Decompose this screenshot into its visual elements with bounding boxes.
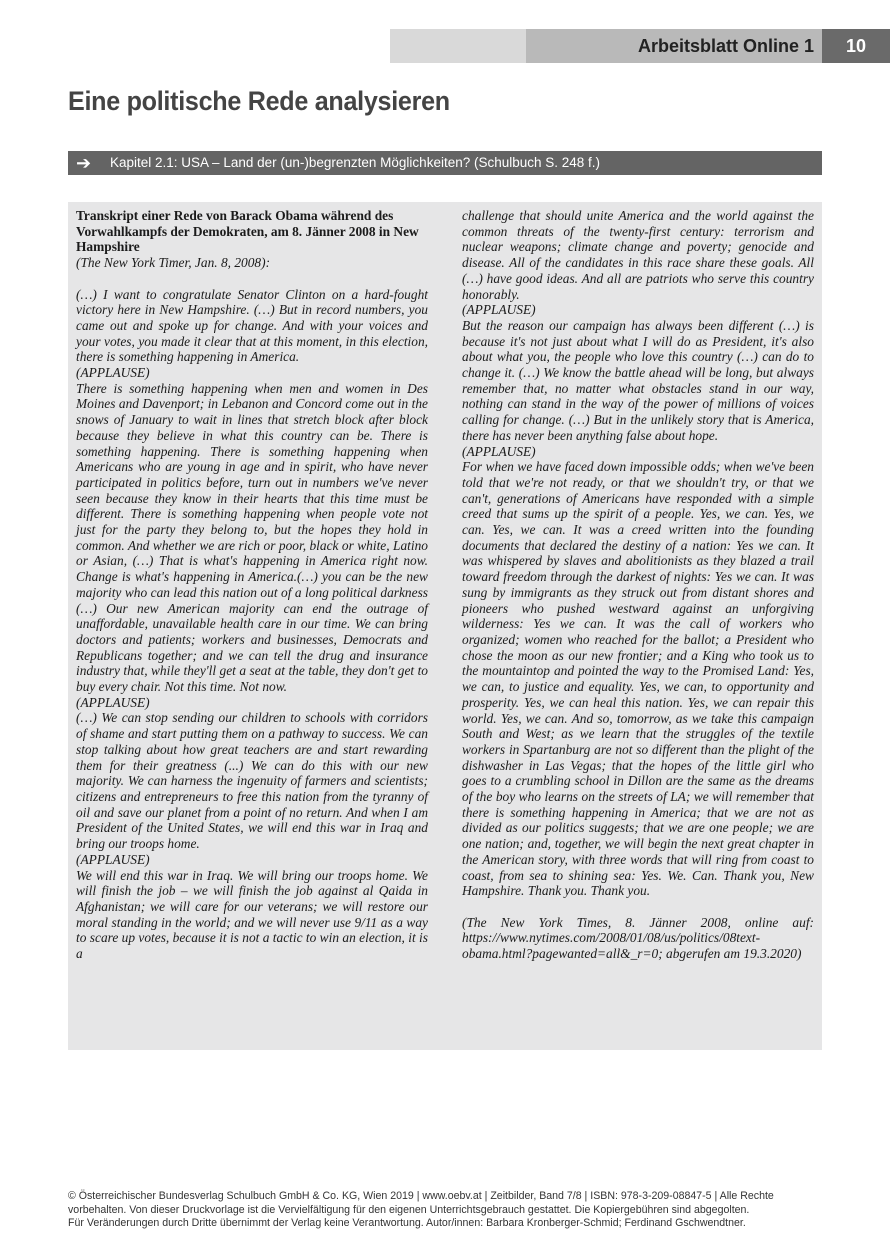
applause-marker: (APPLAUSE) xyxy=(462,443,536,459)
chapter-bar xyxy=(68,151,822,175)
paragraph: (…) We can stop sending our children to schools with corridors of shame and start putting them on a pathway to success. We can stop talking about how great teachers are and start rewarding them for their greatness (...) We can do this with our new majority. We can harness the ingenuity of farmers and scientists; citizens and entrepreneurs to free this nation from the tyranny of oil and save our planet from a point of no return. And when I am President of the United States, we will end this war in Iraq and bring our troops home. xyxy=(76,710,428,852)
header-strip-light xyxy=(390,29,526,63)
transcript-intro-heading: Transkript einer Rede von Barack Obama während des Vorwahlkampfs der Demokraten, am 8. Jänner 2008 in New Hampshire xyxy=(76,208,419,255)
transcript-column-left xyxy=(76,208,428,962)
paragraph: For when we have faced down impossible odds; when we've been told that we're not ready, or that we shouldn't try, or that we can't, generations of Americans have responded with a simple creed that sums up the spirit of a people. Yes, we can. Yes, we can. Yes, we can. It was a creed written into the founding documents that declared the destiny of a nation: Yes we can. It was whispered by slaves and abolitionists as they blazed a trail toward freedom through the darkest of nights: Yes we can. It was sung by immigrants as they struck out from distant shores and pioneers who pushed westward against an unforgiving wilderness: Yes we can. It was the call of workers who organized; women who reached for the ballot; a President who chose the moon as our new frontier; and a King who took us to the mountaintop and pointed the way to the Promised Land: Yes, we can, to justice and equality. Yes, we can, to opportunity and prosperity. Yes, we can heal this nation. Yes, we can repair this world. Yes, we can. And so, tomorrow, as we take this campaign South and West; as we learn that the struggles of the textile workers in Spartanburg are not so different than the plight of the dishwasher in Las Vegas; that the hopes of the little girl who goes to a crumbling school in Dillon are the same as the dreams of the boy who learns on the streets of LA; we will remember that there is something happening in America; that we are not as divided as our politics suggests; that we are one people; we are one nation; and, together, we will begin the next great chapter in the American story, with three words that will ring from coast to coast, from sea to shining sea: Yes. We. Can. Thank you, New Hampshire. Thank you. Thank you. xyxy=(462,459,814,899)
page-number: 10 xyxy=(822,29,890,63)
paragraph: challenge that should unite America and the world against the common threats of the twenty-first century: terrorism and nuclear weapons; climate change and poverty; genocide and disease. All of the candidates in this race share these goals. All (…) have good ideas. And all are patriots who serve this country honorably. xyxy=(462,208,814,302)
footer-line: © Österreichischer Bundesverlag Schulbuch GmbH & Co. KG, Wien 2019 | www.oebv.at | Zeitbilder, Band 7/8 | ISBN: 978-3-209-08847-5 | Alle Rechte xyxy=(68,1190,774,1202)
transcript-column-right xyxy=(462,208,814,962)
source-note: (The New York Times, 8. Jänner 2008, online auf: https://www.nytimes.com/2008/01/08/us/politics/08text-obama.html?pagewanted=all&_r=0; abgerufen am 19.3.2020) xyxy=(462,914,814,962)
footer-line: Für Veränderungen durch Dritte übernimmt der Verlag keine Verantwortung. Autor/innen: Barbara Kronberger-Schmid; Ferdinand Gschwendtner. xyxy=(68,1217,746,1229)
applause-marker: (APPLAUSE) xyxy=(76,851,150,867)
speech-transcript-box xyxy=(68,202,822,1050)
paragraph: (…) I want to congratulate Senator Clinton on a hard-fought victory here in New Hampshire. (…) But in record numbers, you came out and spoke up for change. And with your voices and your votes, you made it clear that at this moment, in this election, there is something happening in America. xyxy=(76,286,428,365)
applause-marker: (APPLAUSE) xyxy=(76,365,150,381)
applause-marker: (APPLAUSE) xyxy=(76,694,150,710)
footer-line: vorbehalten. Von dieser Druckvorlage ist die Vervielfältigung für den eigenen Unterrichtsgebrauch gestattet. Die Kopiergebühren sind abgegolten. xyxy=(68,1203,750,1216)
arrow-right-icon: ➔ xyxy=(76,153,92,173)
copyright-footer xyxy=(68,1190,828,1231)
page-title: Eine politische Rede analysieren xyxy=(68,86,450,116)
paragraph: There is something happening when men and women in Des Moines and Davenport; in Lebanon and Concord come out in the snows of January to wait in lines that stretch block after block because they believe in what this country can be. There is something happening. There is something happening when Americans who are young in age and in spirit, who have never participated in politics before, turn out in numbers we've never seen because they know in their hearts that this time must be different. There is something happening when people vote not just for the party they belong to, but the hopes they hold in common. And whether we are rich or poor, black or white, Latino or Asian, (…) That is what's happening in America right now. Change is what's happening in America.(…) you can be the new majority who can lead this nation out of a long political darkness (…) Our new American majority can end the outrage of unaffordable, unavailable health care in our time. We can bring doctors and patients; workers and businesses, Democrats and Republicans together; and we can tell the drug and insurance industry that, while they'll get a seat at the table, they don't get to buy every chair. Not this time. Not now. xyxy=(76,380,428,695)
paragraph: But the reason our campaign has always been different (…) is because it's not just about what I will do as President, it's also about what you, the people who love this country (…) can do to change it. (…) We know the battle ahead will be long, but always remember that, no matter what obstacles stand in our way, nothing can stand in the way of the power of millions of voices calling for change. (…) But in the unlikely story that is America, there has never been anything false about hope. xyxy=(462,317,814,443)
worksheet-label: Arbeitsblatt Online 1 xyxy=(637,36,814,56)
chapter-reference: Kapitel 2.1: USA – Land der (un-)begrenzten Möglichkeiten? (Schulbuch S. 248 f.) xyxy=(110,155,601,170)
transcript-source-line: (The New York Timer, Jan. 8, 2008): xyxy=(76,255,271,271)
applause-marker: (APPLAUSE) xyxy=(462,302,536,318)
paragraph: We will end this war in Iraq. We will bring our troops home. We will finish the job – we will finish the job against al Qaida in Afghanistan; we will care for our veterans; we will restore our moral standing in the world; and we will never use 9/11 as a way to scare up votes, because it is not a tactic to win an election, it is a xyxy=(76,867,428,962)
